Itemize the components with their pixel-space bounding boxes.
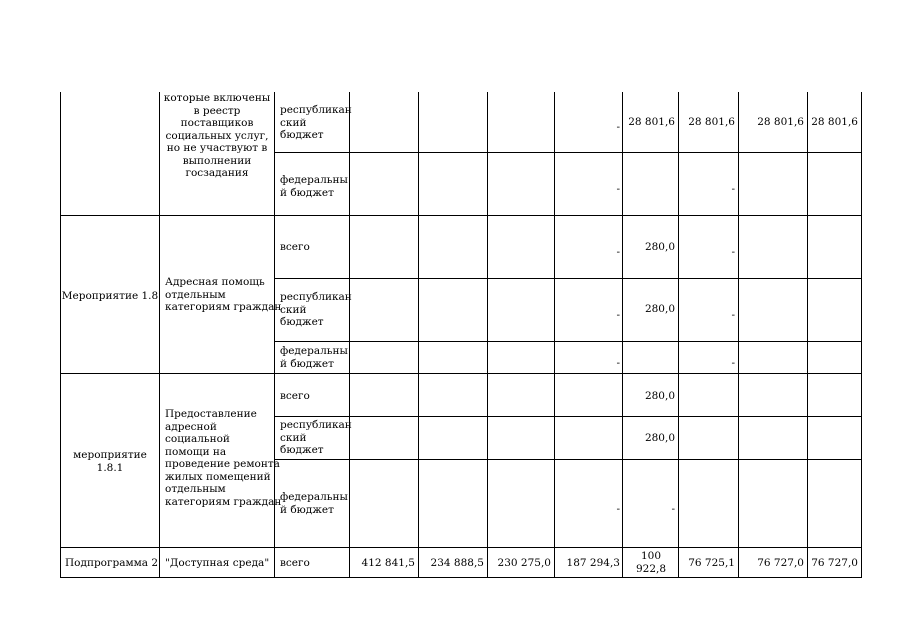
cell-value: 76 725,1 [688, 557, 735, 569]
column-divider [861, 92, 862, 578]
row-divider [274, 278, 861, 279]
measure-description: Предоставление адресной социальной помощи на проведение ремонта жилых помещений отдельным категориям граждан [165, 408, 282, 508]
row-divider [274, 459, 861, 460]
column-divider [487, 92, 488, 578]
funding-source: всего [280, 390, 310, 402]
subprogram-name: Подпрограмма 2 [65, 557, 159, 569]
cell-value: 187 294,3 [566, 557, 620, 569]
column-divider [349, 92, 350, 578]
cell-value: - [616, 183, 620, 195]
cell-value: - [731, 357, 735, 369]
funding-source: республикан ский бюджет [280, 291, 352, 328]
cell-value: - [616, 503, 620, 515]
row-divider [274, 152, 861, 153]
funding-source: всего [280, 557, 310, 569]
cell-value: - [616, 357, 620, 369]
cell-value: 28 801,6 [628, 116, 675, 128]
funding-source: республикан ский бюджет [280, 419, 352, 456]
measure-name: Мероприятие 1.8 [61, 290, 159, 302]
row-divider [274, 341, 861, 342]
cell-value: - [731, 183, 735, 195]
column-divider [60, 92, 61, 578]
column-divider [418, 92, 419, 578]
funding-source: федеральны й бюджет [280, 345, 348, 370]
cell-value: 234 888,5 [430, 557, 484, 569]
row-divider [60, 215, 861, 216]
column-divider [554, 92, 555, 578]
cell-value: 76 727,0 [757, 557, 804, 569]
cell-value: 280,0 [644, 303, 675, 315]
funding-source: всего [280, 241, 310, 253]
row-divider [60, 547, 861, 548]
cell-value: 76 727,0 [811, 557, 858, 569]
cell-value: - [731, 246, 735, 258]
funding-source: республикан ский бюджет [280, 104, 352, 141]
subprogram-description: "Доступная среда" [165, 557, 270, 569]
measure-description: Адресная помощь отдельным категориям граждан [165, 276, 282, 313]
row-divider [60, 373, 861, 374]
cell-value: - [616, 246, 620, 258]
cell-value: 100 922,8 [635, 550, 667, 575]
cell-value: - [616, 121, 620, 133]
cell-value: 412 841,5 [361, 557, 415, 569]
funding-source: федеральны й бюджет [280, 174, 348, 199]
funding-source: федеральны й бюджет [280, 491, 348, 516]
column-divider [738, 92, 739, 578]
cell-value: 280,0 [644, 390, 675, 402]
cell-value: 230 275,0 [497, 557, 551, 569]
cell-value: 28 801,6 [811, 116, 858, 128]
cell-value: 280,0 [644, 241, 675, 253]
cell-value: - [731, 309, 735, 321]
column-divider [678, 92, 679, 578]
cell-value: - [616, 309, 620, 321]
measure-name: мероприятие 1.8.1 [73, 449, 147, 474]
cell-value: 28 801,6 [757, 116, 804, 128]
column-divider [807, 92, 808, 578]
measure-description: которые включены в реестр поставщиков социальных услуг, но не участвуют в выполнении госзадания [163, 92, 271, 179]
row-divider [274, 416, 861, 417]
cell-value: 28 801,6 [688, 116, 735, 128]
column-divider [622, 92, 623, 578]
cell-value: - [671, 503, 675, 515]
cell-value: 280,0 [644, 432, 675, 444]
row-divider [60, 577, 861, 578]
